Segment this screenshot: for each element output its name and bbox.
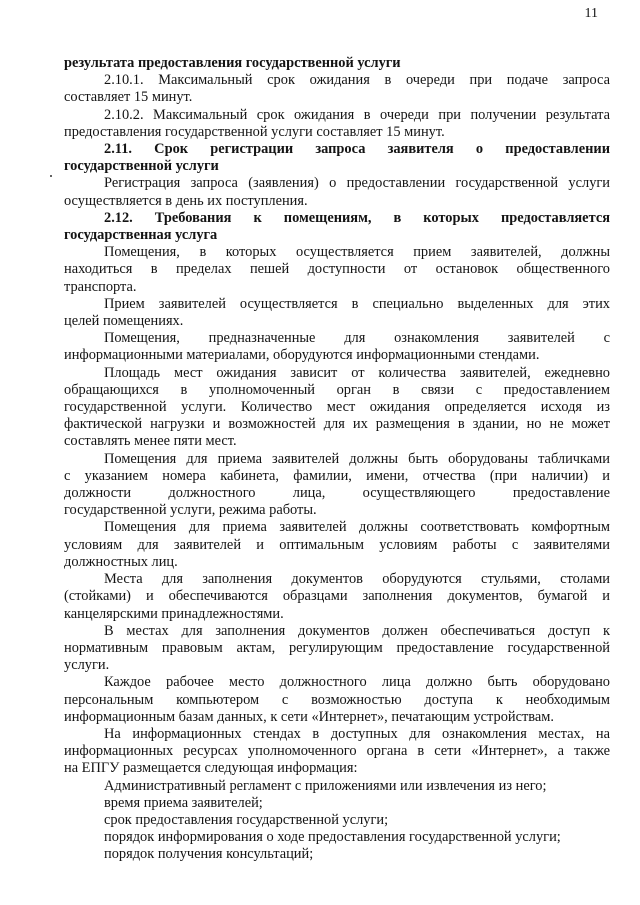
text-line: государственной услуги, режима работы. bbox=[64, 502, 317, 519]
text-line: услуги. bbox=[64, 657, 110, 674]
text-line: транспорта. bbox=[64, 278, 137, 295]
text-line: информационным базам данных, к сети «Интернет», печатающим устройствам. bbox=[64, 708, 554, 725]
scan-speck bbox=[50, 175, 52, 177]
section-heading-line: государственной услуги bbox=[64, 158, 219, 175]
text-line: В местах для заполнения документов должен обеспечиваться доступ к bbox=[104, 622, 610, 639]
document-body bbox=[64, 55, 610, 864]
text-line: с указанием номера кабинета, фамилии, имени, отчества (при наличии) и bbox=[64, 467, 610, 484]
text-line: Помещения для приема заявителей должны соответствовать комфортным bbox=[104, 519, 610, 536]
text-line: Места для заполнения документов оборудуются стульями, столами bbox=[104, 571, 610, 588]
section-heading-line: государственная услуга bbox=[64, 227, 218, 244]
text-line: Площадь мест ожидания зависит от количества заявителей, ежедневно bbox=[104, 364, 610, 381]
text-line: Регистрация запроса (заявления) о предоставлении государственной услуги bbox=[104, 175, 610, 192]
text-line: предоставления государственной услуги составляет 15 минут. bbox=[64, 123, 445, 140]
text-line: время приема заявителей; bbox=[104, 794, 263, 811]
text-line: осуществляется в день их поступления. bbox=[64, 192, 308, 209]
text-line: нормативным правовым актам, регулирующим предоставление государственной bbox=[64, 639, 610, 656]
text-line: должности должностного лица, осуществляющего предоставление bbox=[64, 485, 610, 502]
text-line: находиться в пределах пешей доступности от остановок общественного bbox=[64, 261, 610, 278]
text-line: Помещения для приема заявителей должны быть оборудованы табличками bbox=[104, 450, 610, 467]
text-line: обращающихся в уполномоченный орган в связи с предоставлением bbox=[64, 381, 610, 398]
text-line: информационных ресурсах уполномоченного органа в сети «Интернет», а также bbox=[64, 743, 610, 760]
text-line: (стойками) и обеспечиваются образцами заполнения документов, бумагой и bbox=[64, 588, 610, 605]
text-line: персональным компьютером с возможностью доступа к необходимым bbox=[64, 691, 610, 708]
text-line: составлять менее пяти мест. bbox=[64, 433, 237, 450]
section-heading-line: результата предоставления государственной услуги bbox=[64, 55, 401, 71]
text-line: составляет 15 минут. bbox=[64, 89, 193, 106]
section-heading-line: 2.11. Срок регистрации запроса заявителя о предоставлении bbox=[104, 141, 610, 158]
text-line: Помещения, предназначенные для ознакомления заявителей с bbox=[104, 330, 610, 347]
text-line: информационными материалами, оборудуются информационными стендами. bbox=[64, 347, 540, 364]
text-line: На информационных стендах в доступных для ознакомления местах, на bbox=[104, 725, 610, 742]
text-line: срок предоставления государственной услуги; bbox=[104, 811, 389, 828]
text-line: Помещения, в которых осуществляется прием заявителей, должны bbox=[104, 244, 610, 261]
text-line: на ЕПГУ размещается следующая информация: bbox=[64, 760, 358, 777]
text-line: порядок информирования о ходе предоставления государственной услуги; bbox=[104, 829, 561, 846]
text-line: Каждое рабочее место должностного лица должно быть оборудовано bbox=[104, 674, 610, 691]
text-line: 2.10.1. Максимальный срок ожидания в очереди при подаче запроса bbox=[104, 72, 610, 89]
text-line: государственной услуги. Количество мест ожидания определяется исходя из bbox=[64, 399, 610, 416]
text-line: 2.10.2. Максимальный срок ожидания в очереди при получении результата bbox=[104, 106, 610, 123]
text-line: фактической нагрузки и возможностей для их размещения в здании, но не может bbox=[64, 416, 610, 433]
text-line: порядок получения консультаций; bbox=[104, 846, 314, 863]
text-line: канцелярскими принадлежностями. bbox=[64, 605, 284, 622]
text-line: условиям для заявителей и оптимальным условиям работы с заявителями bbox=[64, 536, 610, 553]
text-line: целей помещениях. bbox=[64, 313, 184, 330]
text-line: Административный регламент с приложениями или извлечения из него; bbox=[104, 777, 547, 794]
section-heading-line: 2.12. Требования к помещениям, в которых предоставляется bbox=[104, 209, 610, 226]
text-line: Прием заявителей осуществляется в специально выделенных для этих bbox=[104, 295, 610, 312]
page-number: 11 bbox=[584, 6, 598, 21]
text-line: должностных лиц. bbox=[64, 553, 178, 570]
